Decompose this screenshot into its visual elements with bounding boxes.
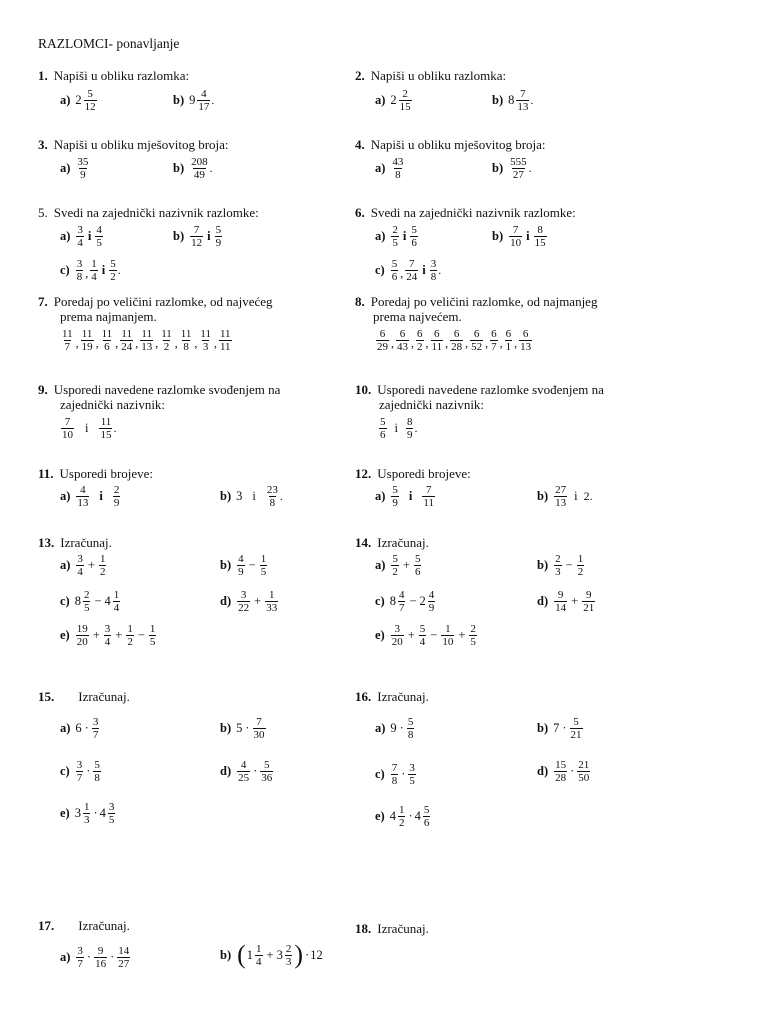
fraction: 2 15 <box>399 88 411 113</box>
comma-separator: , <box>485 336 489 350</box>
exercise-16e: e) 4 1 2 · 4 5 6 <box>375 804 430 829</box>
exercise-6c: c) 5 6 , 7 24 i 3 8 . <box>375 258 442 283</box>
fraction: 1 4 <box>91 258 97 283</box>
fraction: 11 15 <box>100 416 112 441</box>
fraction: 5 9 <box>215 224 222 249</box>
fraction: $\frac{1}{10}$ <box>442 623 454 648</box>
task-1: 1. Napiši u obliku razlomka: <box>38 68 190 83</box>
exercise-12b: b) 27 13 i 2. <box>537 484 593 509</box>
exercise-16d: d) 15 28 · 21 50 <box>537 759 590 784</box>
exercise-4b: b) 555 27 . <box>492 156 532 181</box>
fraction: 7 30 <box>253 716 265 741</box>
fraction: 4 5 <box>96 224 102 249</box>
task-15: 15. Izračunaj. <box>38 689 130 704</box>
exercise-13e: e) 19 20 + $\frac{3}{4}$ + $\frac{1}{2}$ − $\frac{1}{5}$ <box>60 623 156 648</box>
exercise-1a: a) 2 5 12 <box>60 88 96 113</box>
comma-separator: , <box>425 336 429 350</box>
fraction: 6 11 <box>431 328 443 353</box>
fraction: 3 4 <box>77 224 83 249</box>
comma-separator: , <box>75 336 79 350</box>
fraction: 5 6 <box>380 416 386 441</box>
fraction: 2 9 <box>113 484 120 509</box>
fraction: 2 5 <box>392 224 398 249</box>
fraction: 7 13 <box>517 88 529 113</box>
fraction: 11 2 <box>161 328 172 353</box>
exercise-15a: a) 6 · 3 7 <box>60 716 99 741</box>
fraction: $\frac{5}{6}$ <box>414 553 421 578</box>
fraction: 11 8 <box>180 328 192 353</box>
exercise-16b: b) 7 · 5 21 <box>537 716 582 741</box>
fraction: 27 13 <box>555 484 567 509</box>
fraction: $\frac{1}{2}$ <box>577 553 584 578</box>
exercise-13a: a) 3 4 + $\frac{1}{2}$ <box>60 553 106 578</box>
fraction: 7 12 <box>191 224 203 249</box>
fraction: 4 25 <box>238 759 250 784</box>
exercise-14d: d) 9 14 + $\frac{9}{21}$ <box>537 589 595 614</box>
fraction: $\frac{9}{21}$ <box>583 589 595 614</box>
left-paren: ( <box>237 940 246 969</box>
fraction: 7 10 <box>510 224 522 249</box>
fraction: 1 4 <box>113 589 120 614</box>
comma-separator: , <box>514 336 518 350</box>
exercise-5b: b) 7 12 i 5 9 <box>173 224 222 249</box>
task-12: 12. Usporedi brojeve: <box>355 466 471 481</box>
comma-separator: , <box>95 336 99 350</box>
fraction: 4 7 <box>398 589 405 614</box>
fraction: 4 9 <box>238 553 244 578</box>
exercise-4a: a) 43 8 <box>375 156 404 181</box>
comma-separator: , <box>411 336 414 350</box>
fraction: 3 4 <box>77 553 83 578</box>
task-17: 17. Izračunaj. <box>38 918 130 933</box>
comma-separator: , <box>115 336 119 350</box>
exercise-11a: a) 4 13 i 2 9 <box>60 484 120 509</box>
exercise-16a: a) 9 · 5 8 <box>375 716 414 741</box>
fraction: 3 22 <box>238 589 250 614</box>
fraction: 3 7 <box>77 945 83 970</box>
fraction: 3 7 <box>76 759 83 784</box>
fraction: 5 6 <box>391 258 398 283</box>
task-10: 10. Usporedi navedene razlomke svođenjem na zajednički nazivnik: <box>355 382 604 412</box>
exercise-16c: c) 7 8 · 3 5 <box>375 762 415 787</box>
exercise-9: 7 10 i 11 15 . <box>62 416 117 441</box>
task-16: 16. Izračunaj. <box>355 689 429 704</box>
exercise-15d: d) 4 25 · 5 36 <box>220 759 273 784</box>
fraction: 208 49 <box>191 156 208 181</box>
fraction: $\frac{1}{5}$ <box>149 623 156 648</box>
fraction: 8 15 <box>534 224 546 249</box>
fraction: 8 9 <box>406 416 413 441</box>
fraction: $\frac{3}{4}$ <box>104 623 111 648</box>
exercise-6b: b) 7 10 i 8 15 <box>492 224 546 249</box>
fraction: 5 6 <box>423 804 430 829</box>
fraction: 11 11 <box>219 328 231 353</box>
task-14: 14. Izračunaj. <box>355 535 429 550</box>
fraction: 9 14 <box>555 589 567 614</box>
fraction: 5 2 <box>110 258 116 283</box>
task-4: 4. Napiši u obliku mješovitog broja: <box>355 137 546 152</box>
exercise-11b: b) 3 i 23 8 . <box>220 484 283 509</box>
fraction: 5 6 <box>411 224 417 249</box>
fraction: 7 8 <box>391 762 398 787</box>
comma-separator: , <box>155 336 159 350</box>
exercise-13b: b) 4 9 − $\frac{1}{5}$ <box>220 553 267 578</box>
fraction: 5 21 <box>570 716 582 741</box>
task-8: 8. Poredaj po veličini razlomke, od najmanjeg prema najvećem. <box>355 294 598 324</box>
exercise-2a: a) 2 2 15 <box>375 88 411 113</box>
fraction: 11 7 <box>62 328 73 353</box>
comma-separator: , <box>213 336 217 350</box>
fraction: 5 2 <box>392 553 398 578</box>
task-9: 9. Usporedi navedene razlomke svođenjem na zajednički nazivnik: <box>38 382 281 412</box>
fraction: 11 13 <box>141 328 153 353</box>
task-2: 2. Napiši u obliku razlomka: <box>355 68 507 83</box>
task-18: 18. Izračunaj. <box>355 921 429 936</box>
exercise-14a: a) 5 2 + $\frac{5}{6}$ <box>375 553 421 578</box>
comma-separator: , <box>445 336 449 350</box>
fraction: 1 2 <box>398 804 405 829</box>
exercise-13d: d) 3 22 + $\frac{1}{33}$ <box>220 589 278 614</box>
fraction: 4 13 <box>77 484 89 509</box>
fraction: 3 5 <box>108 801 115 826</box>
fraction: 5 12 <box>84 88 96 113</box>
fraction: 5 36 <box>261 759 273 784</box>
exercise-14e: e) 3 20 + $\frac{5}{4}$ − $\frac{1}{10}$ + $\frac{2}{5}$ <box>375 623 476 648</box>
fraction: 6 52 <box>471 328 483 353</box>
exercise-1b: b) 9 4 17 . <box>173 88 215 113</box>
fraction: 2 5 <box>83 589 90 614</box>
fraction: $\frac{1}{33}$ <box>266 589 278 614</box>
fraction: 7 24 <box>406 258 418 283</box>
task-3: 3. Napiši u obliku mješovitog broja: <box>38 137 229 152</box>
task-5: 5. Svedi na zajednički nazivnik razlomke: <box>38 205 259 220</box>
exercise-15b: b) 5 · 7 30 <box>220 716 265 741</box>
fraction: 5 9 <box>392 484 398 509</box>
comma-separator: , <box>174 336 178 350</box>
exercise-5a: a) 3 4 i 4 5 <box>60 224 102 249</box>
fraction: 15 28 <box>555 759 567 784</box>
fraction: 35 9 <box>77 156 89 181</box>
exercise-17b: b) ( 1 1 4 + 3 2 3 ) · 12 <box>220 940 323 969</box>
fraction-sequence-8 <box>375 328 533 353</box>
comma-separator: , <box>135 336 139 350</box>
exercise-17a: a) 3 7 · 9 16 · 14 27 <box>60 945 130 970</box>
fraction: $\frac{5}{4}$ <box>419 623 426 648</box>
comma-separator: , <box>391 336 394 350</box>
fraction-sequence-7 <box>60 328 233 353</box>
fraction: 4 17 <box>198 88 210 113</box>
comma-separator: , <box>465 336 469 350</box>
fraction: $\frac{1}{5}$ <box>260 553 267 578</box>
fraction: 1 4 <box>256 942 262 968</box>
fraction: 5 8 <box>407 716 414 741</box>
fraction: 11 19 <box>81 328 93 353</box>
comma-separator: , <box>194 336 198 350</box>
fraction: 3 7 <box>92 716 99 741</box>
fraction: 3 20 <box>391 623 403 648</box>
fraction: 6 2 <box>417 328 423 353</box>
fraction: 6 28 <box>451 328 463 353</box>
fraction: 19 20 <box>76 623 88 648</box>
fraction: 6 13 <box>520 328 532 353</box>
exercise-5c: c) 3 8 , 1 4 i 5 2 . <box>60 258 121 283</box>
fraction: 555 27 <box>510 156 527 181</box>
fraction: 6 1 <box>505 328 512 353</box>
fraction: $\frac{1}{2}$ <box>127 623 133 648</box>
fraction: 1 3 <box>83 801 90 826</box>
fraction: 7 11 <box>423 484 434 509</box>
task-6: 6. Svedi na zajednički nazivnik razlomke: <box>355 205 576 220</box>
fraction: 2 3 <box>285 942 292 968</box>
fraction: 23 8 <box>266 484 278 509</box>
fraction: 4 9 <box>428 589 435 614</box>
comma-separator: , <box>499 336 503 350</box>
exercise-10: 5 6 i 8 9 . <box>380 416 418 441</box>
task-11: 11. Usporedi brojeve: <box>38 466 154 481</box>
exercise-15c: c) 3 7 · 5 8 <box>60 759 100 784</box>
right-paren: ) <box>294 940 304 969</box>
task-7: 7. Poredaj po veličini razlomke, od najvećeg prema najmanjem. <box>38 294 273 324</box>
exercise-2b: b) 8 7 13 . <box>492 88 534 113</box>
exercise-14b: b) 2 3 − $\frac{1}{2}$ <box>537 553 584 578</box>
task-13: 13. Izračunaj. <box>38 535 112 550</box>
fraction: 43 8 <box>392 156 404 181</box>
fraction: 14 27 <box>118 945 130 970</box>
fraction: 11 3 <box>200 328 211 353</box>
fraction: 3 8 <box>430 258 437 283</box>
fraction: 7 10 <box>62 416 73 441</box>
exercise-12a: a) 5 9 i 7 11 <box>375 484 434 509</box>
fraction: 3 5 <box>409 762 415 787</box>
exercise-6a: a) 2 5 i 5 6 <box>375 224 417 249</box>
fraction: 11 6 <box>101 328 113 353</box>
fraction: 3 8 <box>76 258 83 283</box>
exercise-14c: c) 8 4 7 − 2 4 9 <box>375 589 435 614</box>
fraction: $\frac{1}{2}$ <box>99 553 106 578</box>
fraction: 9 16 <box>95 945 107 970</box>
fraction: 5 8 <box>94 759 100 784</box>
fraction: $\frac{2}{5}$ <box>470 623 476 648</box>
page-title: RAZLOMCI- ponavljanje <box>38 36 180 51</box>
fraction: 11 24 <box>121 328 133 353</box>
fraction: 21 50 <box>578 759 590 784</box>
exercise-15e: e) 3 1 3 · 4 3 5 <box>60 801 115 826</box>
exercise-13c: c) 8 2 5 − 4 1 4 <box>60 589 120 614</box>
fraction: 6 43 <box>397 328 408 353</box>
fraction: 6 29 <box>377 328 388 353</box>
fraction: 2 3 <box>555 553 561 578</box>
fraction: 6 7 <box>491 328 497 353</box>
exercise-3a: a) 35 9 <box>60 156 89 181</box>
exercise-3b: b) 208 49 . <box>173 156 213 181</box>
